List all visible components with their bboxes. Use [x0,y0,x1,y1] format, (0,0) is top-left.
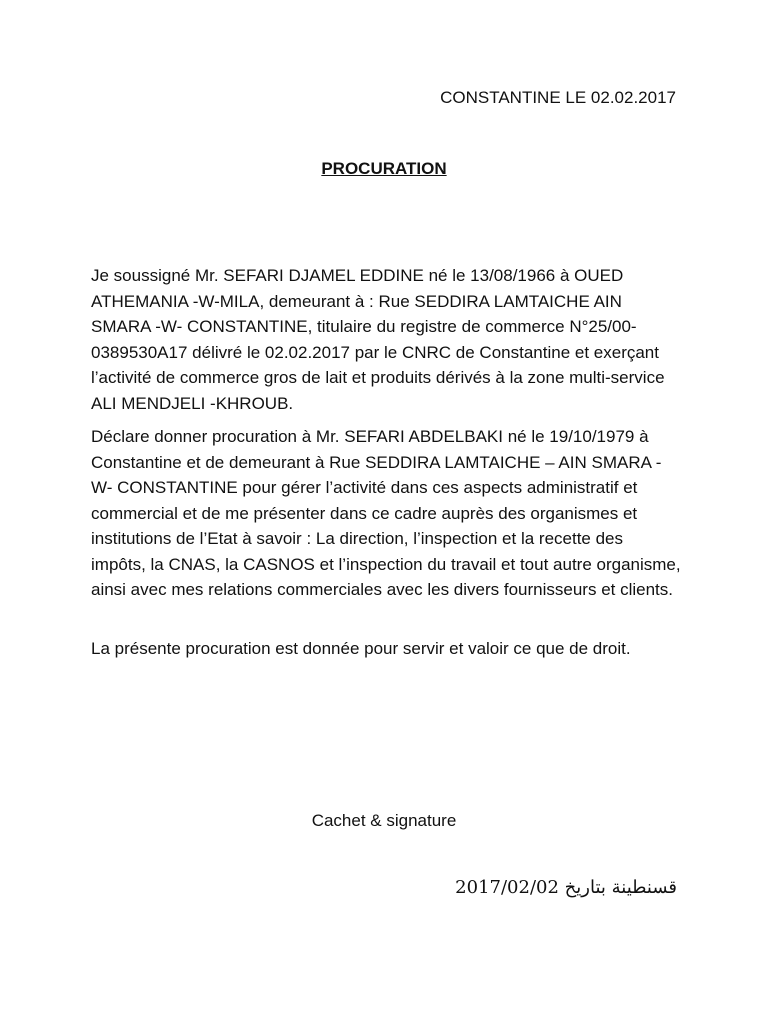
paragraph-closing: La présente procuration est donnée pour servir et valoir ce que de droit. [91,638,631,658]
document-body [91,263,681,669]
place-date-line: CONSTANTINE LE 02.02.2017 [440,88,676,107]
arabic-date-line: قسنطينة بتاريخ 2017/02/02 [455,877,677,898]
document-title: PROCURATION [321,159,447,178]
cachet-signature-label: Cachet & signature [311,811,457,830]
paragraph-declarant: Je soussigné Mr. SEFARI DJAMEL EDDINE né le 13/08/1966 à OUED ATHEMANIA -W-MILA, demeurant à : Rue SEDDIRA LAMTAICHE AIN SMARA -W- CONSTANTINE, titulaire du registre de commerce N°25/00-0389530A17 délivré le 02.02.2017 par le CNRC de Constantine et exerçant l’activité de commerce gros de lait et produits dérivés à la zone multi-service ALI MENDJELI -KHROUB. [91,266,665,413]
paragraph-procuration: Déclare donner procuration à Mr. SEFARI ABDELBAKI né le 19/10/1979 à Constantine et de demeurant à Rue SEDDIRA LAMTAICHE – AIN SMARA -W- CONSTANTINE pour gérer l’activité dans ces aspects administratif et commercial et de me présenter dans ce cadre auprès des organismes et institutions de l’Etat à savoir : La direction, l’inspection et la recette des impôts, la CNAS, la CASNOS et l’inspection du travail et tout autre organisme, ainsi avec mes relations commerciales avec les divers fournisseurs et clients. [91,427,681,599]
